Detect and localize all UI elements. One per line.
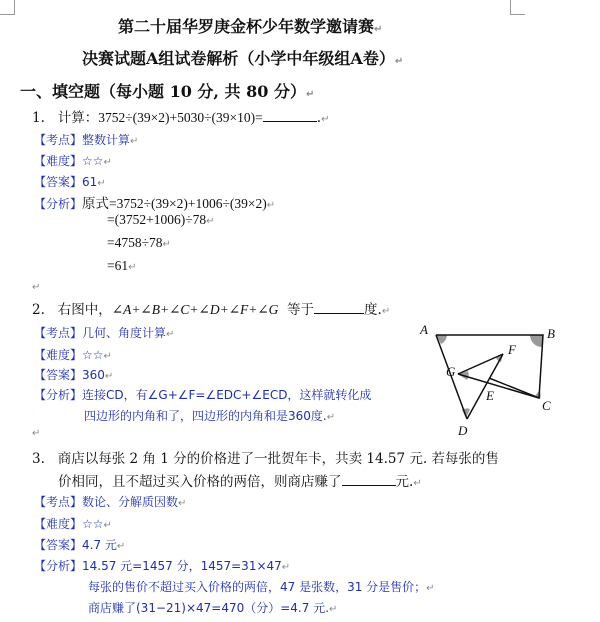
q1-answer: 【答案】61↵ bbox=[34, 175, 106, 189]
q2-answer: 【答案】360↵ bbox=[34, 368, 114, 382]
q1-analysis-line-1: 【分析】原式=3752÷(39×2)+1006÷(39×2)↵ bbox=[34, 196, 276, 211]
q3-difficulty: 【难度】☆☆↵ bbox=[34, 517, 112, 531]
label-b: B bbox=[547, 326, 555, 341]
q1-analysis-line-3: =4758÷78↵ bbox=[107, 235, 171, 250]
document-title: 第二十届华罗庚金杯少年数学邀请赛↵ bbox=[118, 17, 383, 36]
label-g: G bbox=[446, 364, 456, 379]
document-subtitle: 决赛试题A组试卷解析（小学中年级组A卷）↵ bbox=[82, 49, 404, 68]
label-e: E bbox=[486, 388, 494, 403]
q3-stem-line-1: 3. 商店以每张 2 角 1 分的价格进了一批贺年卡，共卖 14.57 元. 若每张的售 bbox=[32, 451, 499, 467]
label-d: D bbox=[458, 423, 468, 438]
q2-figure bbox=[410, 318, 562, 440]
label-f: F bbox=[508, 342, 516, 357]
q1-stem: 1. 计算：3752÷(39×2)+5030÷(39×10)= .↵ bbox=[32, 110, 330, 126]
line-f-g bbox=[458, 354, 503, 374]
paragraph-mark: ↵ bbox=[32, 282, 41, 293]
q3-stem-line-2: 价相同，且不超过买入价格的两倍，则商店赚了 元.↵ bbox=[58, 474, 422, 490]
section-heading: 一、填空题（每小题 10 分, 共 80 分）↵ bbox=[20, 82, 315, 101]
q2-stem: 2. 右图中，∠A+∠B+∠C+∠D+∠F+∠G 等于 度.↵ bbox=[32, 302, 391, 318]
q2-analysis-line-2: 四边形的内角和了，四边形的内角和是360度.↵ bbox=[84, 409, 336, 423]
angle-mark-b bbox=[530, 335, 543, 347]
page-corner-left bbox=[0, 0, 15, 15]
q2-topic: 【考点】几何、角度计算↵ bbox=[34, 326, 175, 340]
q3-analysis-line-1: 【分析】14.57 元=1457 分，1457=31×47↵ bbox=[34, 559, 291, 573]
q2-analysis-line-1: 【分析】连接CD，有∠G+∠F=∠EDC+∠ECD，这样就转化成 bbox=[34, 388, 372, 402]
q1-analysis-line-4: =61↵ bbox=[107, 258, 137, 273]
q3-analysis-line-2: 每张的售价不超过买入价格的两倍，47 是张数，31 分是售价；↵ bbox=[88, 580, 435, 594]
q3-answer: 【答案】4.7 元↵ bbox=[34, 538, 126, 552]
q1-difficulty: 【难度】☆☆↵ bbox=[34, 154, 112, 168]
line-g-c bbox=[458, 374, 539, 398]
q1-analysis-line-2: =(3752+1006)÷78↵ bbox=[107, 212, 215, 227]
q3-topic: 【考点】数论、分解质因数↵ bbox=[34, 495, 187, 509]
q2-difficulty: 【难度】☆☆↵ bbox=[34, 348, 112, 362]
paragraph-mark: ↵ bbox=[32, 428, 41, 439]
label-a: A bbox=[420, 322, 428, 337]
q3-analysis-line-3: 商店赚了(31−21)×47=470（分）=4.7 元.↵ bbox=[88, 601, 338, 615]
q1-topic: 【考点】整数计算↵ bbox=[34, 133, 139, 147]
label-c: C bbox=[542, 398, 551, 413]
page-corner-right bbox=[510, 0, 525, 15]
